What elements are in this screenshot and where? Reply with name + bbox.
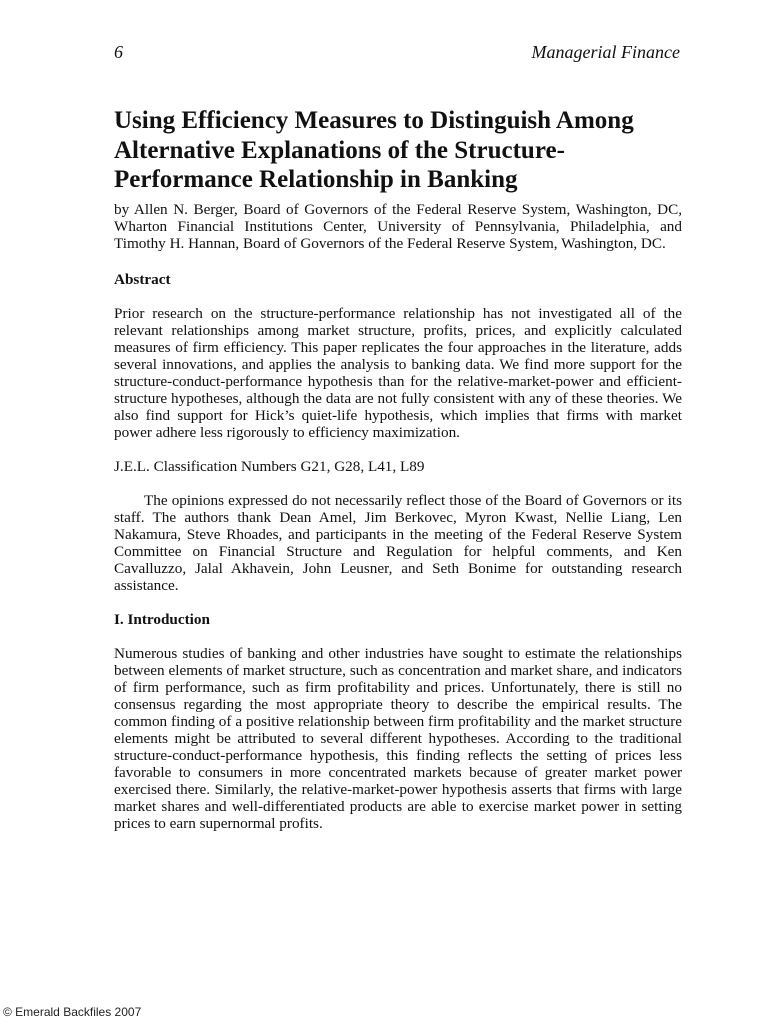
- copyright-footer: © Emerald Backfiles 2007: [3, 1005, 142, 1019]
- introduction-text: Numerous studies of banking and other industries have sought to estimate the relationships between elements of market structure, such as concentration and market share, and indicators of firm performance, such as firm profitability and prices. Unfortunately, there is still no consensus regarding the most appropriate theory to describe the empirical results. The common finding of a positive relationship between firm profitability and the market structure elements might be attributed to several different hypotheses. According to the traditional structure-conduct-performance hypothesis, this finding reflects the setting of prices less favorable to consumers in more concentrated markets because of greater market power exercised there. Similarly, the relative-market-power hypothesis asserts that firms with large market shares and well-differentiated products are able to exercise market power in setting prices to earn supernormal profits.: [114, 644, 682, 832]
- abstract-heading: Abstract: [114, 270, 171, 288]
- page-number: 6: [114, 42, 123, 62]
- jel-classification: J.E.L. Classification Numbers G21, G28, L41, L89: [114, 457, 425, 475]
- article-body: [114, 106, 682, 832]
- author-byline: by Allen N. Berger, Board of Governors of the Federal Reserve System, Washington, DC, Wharton Financial Institutions Center, University of Pennsylvania, Philadelphia, and Timothy H. Hannan, Board of Governors of the Federal Reserve System, Washington, DC.: [114, 200, 682, 252]
- abstract-text: Prior research on the structure-performance relationship has not investigated all of the relevant relationships among market structure, profits, prices, and explicitly calculated measures of firm efficiency. This paper replicates the four approaches in the literature, adds several innovations, and applies the analysis to banking data. We find more support for the structure-conduct-performance hypothesis than for the relative-market-power and efficient-structure hypotheses, although the data are not fully consistent with any of these theories. We also find support for Hick’s quiet-life hypothesis, which implies that firms with market power adhere less rigorously to efficiency maximization.: [114, 304, 682, 441]
- acknowledgment-text: The opinions expressed do not necessarily reflect those of the Board of Governors or its staff. The authors thank Dean Amel, Jim Berkovec, Myron Kwast, Nellie Liang, Len Nakamura, Steve Rhoades, and participants in the meeting of the Federal Reserve System Committee on Financial Structure and Regulation for helpful comments, and Ken Cavalluzzo, Jalal Akhavein, John Leusner, and Seth Bonime for outstanding research assistance.: [114, 491, 682, 594]
- article-title: Using Efficiency Measures to Distinguish Among Alternative Explanations of the Structure-Performance Relationship in Banking: [114, 107, 634, 193]
- introduction-heading: I. Introduction: [114, 610, 210, 628]
- journal-name: Managerial Finance: [531, 42, 680, 62]
